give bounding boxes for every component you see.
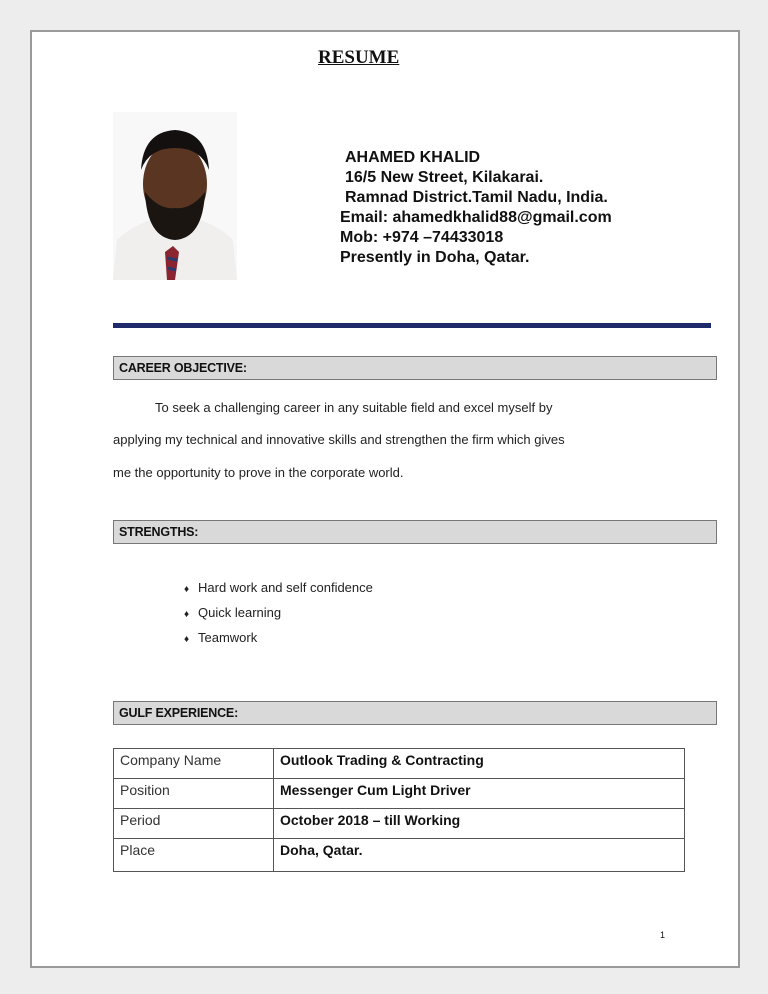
strength-text: Hard work and self confidence: [198, 580, 373, 595]
contact-name: AHAMED KHALID: [345, 149, 481, 166]
document-title: RESUME: [318, 47, 400, 68]
row-label: Company Name: [114, 749, 274, 779]
contact-email: Email: ahamedkhalid88@gmail.com: [340, 209, 612, 226]
row-value: October 2018 – till Working: [274, 809, 685, 839]
row-label: Position: [114, 779, 274, 809]
strength-item: [184, 630, 257, 645]
diamond-bullet-icon: ♦: [184, 584, 190, 595]
section-heading-strengths: STRENGTHS:: [113, 520, 717, 544]
contact-location: Presently in Doha, Qatar.: [340, 249, 530, 266]
row-value: Doha, Qatar.: [274, 839, 685, 872]
row-value: Messenger Cum Light Driver: [274, 779, 685, 809]
experience-table: [113, 748, 685, 872]
strength-item: [184, 605, 281, 620]
section-heading-gulf-experience: GULF EXPERIENCE:: [113, 701, 717, 725]
objective-line: me the opportunity to prove in the corporate world.: [113, 465, 404, 480]
row-label: Period: [114, 809, 274, 839]
strength-item: [184, 580, 373, 595]
table-row: [114, 839, 685, 872]
contact-address-line1: 16/5 New Street, Kilakarai.: [345, 169, 544, 186]
row-value: Outlook Trading & Contracting: [274, 749, 685, 779]
row-label: Place: [114, 839, 274, 872]
objective-line: applying my technical and innovative skills and strengthen the firm which gives: [113, 432, 565, 447]
strength-text: Teamwork: [198, 630, 258, 645]
section-heading-career-objective: CAREER OBJECTIVE:: [113, 356, 717, 380]
table-row: [114, 809, 685, 839]
table-row: [114, 779, 685, 809]
profile-photo: [113, 112, 237, 280]
diamond-bullet-icon: ♦: [184, 609, 190, 620]
page-number: 1: [660, 930, 666, 940]
contact-mobile: Mob: +974 –74433018: [340, 229, 504, 246]
objective-line: To seek a challenging career in any suitable field and excel myself by: [155, 400, 553, 415]
strength-text: Quick learning: [198, 605, 282, 620]
contact-address-line2: Ramnad District.Tamil Nadu, India.: [345, 189, 608, 206]
header-divider: [113, 323, 711, 328]
table-row: [114, 749, 685, 779]
diamond-bullet-icon: ♦: [184, 634, 190, 645]
